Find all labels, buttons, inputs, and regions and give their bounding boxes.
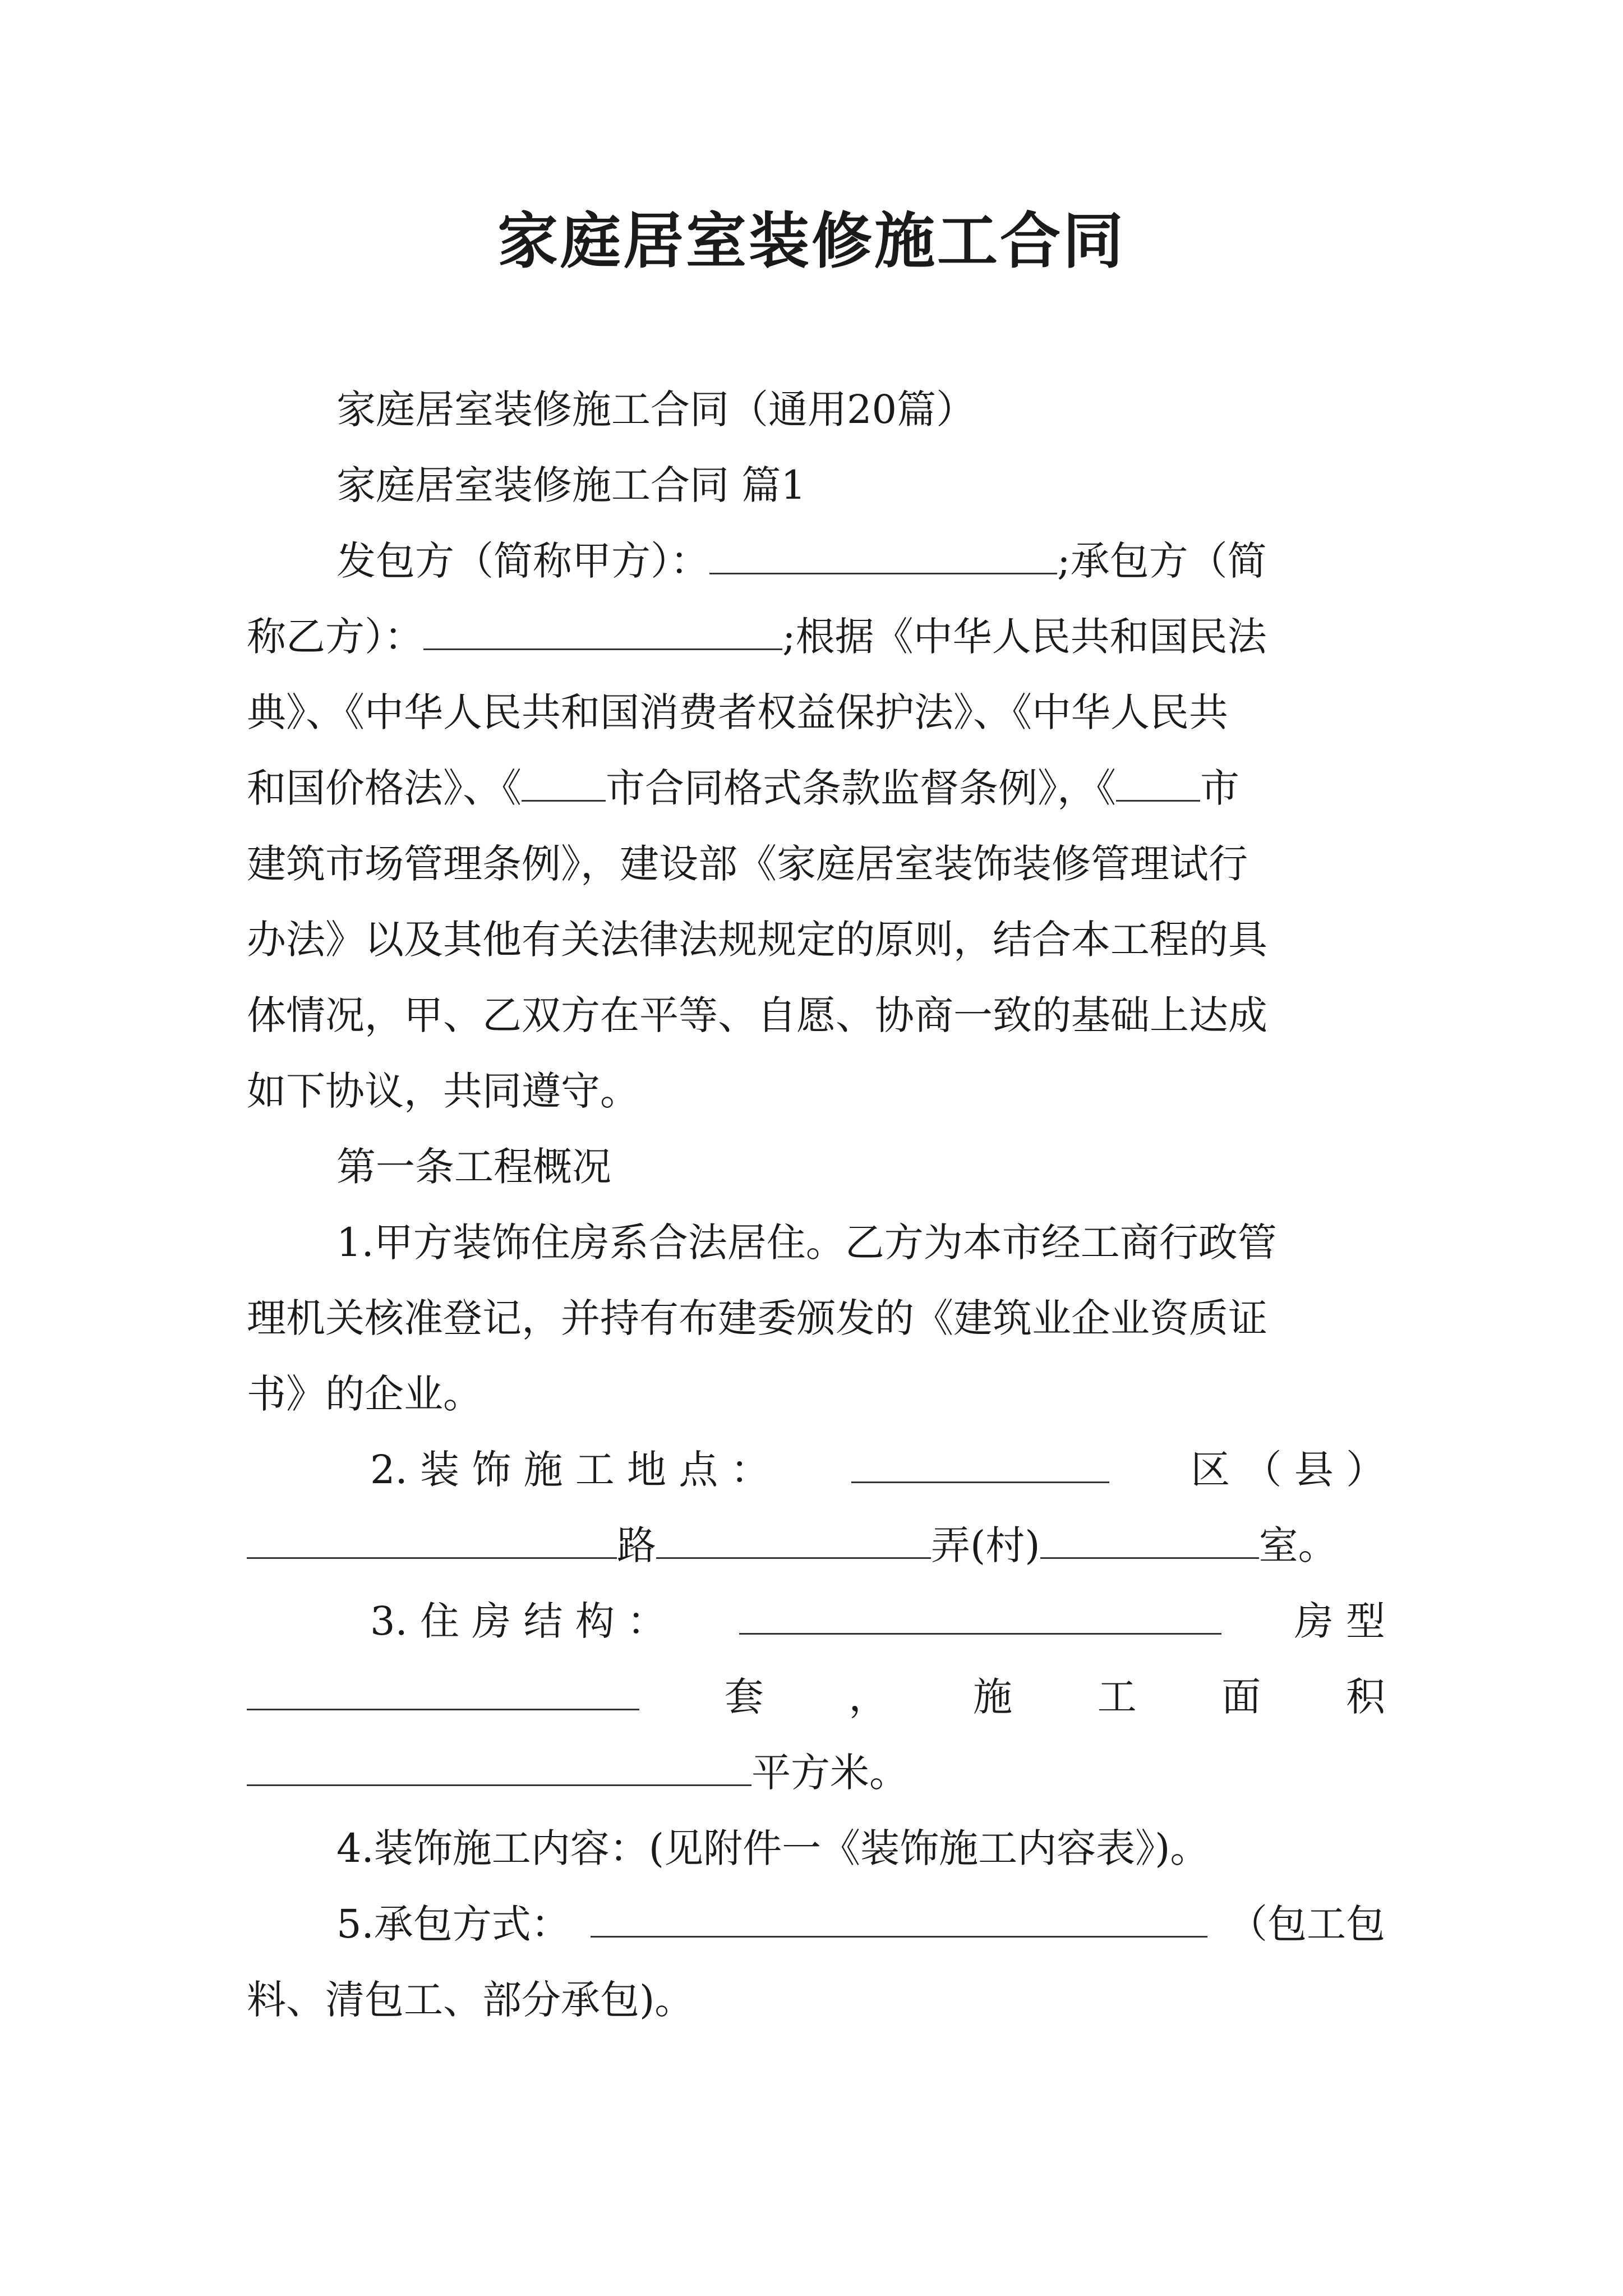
paragraph-line: 建筑市场管理条例》，建设部《家庭居室装饰装修管理试行	[247, 841, 1248, 887]
city-blank-2	[1116, 761, 1200, 802]
clause-line: 理机关核准登记，并持有布建委颁发的《建筑业企业资质证	[247, 1295, 1267, 1341]
room-type-label: 房 型	[1294, 1598, 1385, 1644]
comma: ，	[849, 1674, 888, 1720]
contract-type-options: （包工包	[1228, 1901, 1385, 1947]
subtitle-part-1: 家庭居室装修施工合同 篇1	[336, 462, 806, 508]
city-blank-1	[522, 761, 606, 802]
clause-line	[247, 1669, 1385, 1725]
road-blank	[247, 1518, 617, 1559]
party-b-label: ;承包方（简	[1057, 538, 1267, 584]
district-blank	[851, 1442, 1109, 1483]
contract-type-blank	[591, 1897, 1207, 1938]
room-type-blank	[247, 1669, 639, 1710]
clause-line	[370, 1442, 1385, 1498]
party-a-blank	[709, 533, 1057, 574]
clause-line	[247, 1745, 1385, 1801]
district-label: 区 （ 县 ）	[1191, 1447, 1385, 1493]
clause-line	[370, 1593, 1385, 1649]
address-label: 2. 装 饰 施 工 地 点 ：	[370, 1447, 770, 1493]
law-text: 市	[1200, 765, 1239, 811]
structure-blank	[739, 1594, 1221, 1635]
paragraph-line	[336, 533, 1385, 589]
party-b-blank	[423, 609, 782, 650]
room-label: 室。	[1258, 1522, 1338, 1568]
law-text: 市合同格式条款监督条例》，《	[606, 765, 1116, 811]
paragraph-line	[247, 609, 1385, 665]
party-a-label: 发包方（简称甲方）：	[336, 538, 709, 584]
paragraph-line: 办法》以及其他有关法律法规规定的原则，结合本工程的具	[247, 917, 1267, 963]
contract-type-label: 5.承包方式：	[336, 1901, 570, 1947]
clause-line	[336, 1896, 1385, 1952]
basis-text: ;根据《中华人民共和国民法	[782, 614, 1267, 660]
clause-line: 4.装饰施工内容：(见附件一《装饰施工内容表》)。	[336, 1825, 1210, 1871]
clause-line	[247, 1517, 1385, 1573]
document-title: 家庭居室装修施工合同	[497, 206, 1126, 277]
clause-line: 料、清包工、部分承包)。	[247, 1977, 694, 2023]
paragraph-line: 如下协议，共同遵守。	[247, 1068, 639, 1114]
subtitle-collection: 家庭居室装修施工合同（通用20篇）	[336, 386, 976, 432]
unit-label: 套	[724, 1674, 764, 1720]
area-label-char: 面	[1221, 1674, 1261, 1720]
area-unit: 平方米。	[751, 1750, 909, 1796]
area-blank	[247, 1745, 751, 1786]
paragraph-line: 体情况，甲、乙双方在平等、自愿、协商一致的基础上达成	[247, 992, 1267, 1038]
lane-label: 弄(村)	[931, 1522, 1040, 1568]
lane-blank	[656, 1518, 931, 1559]
paragraph-line: 典》、《中华人民共和国消费者权益保护法》、《中华人民共	[247, 689, 1228, 735]
area-label-char: 工	[1097, 1674, 1137, 1720]
area-label-char: 积	[1345, 1674, 1385, 1720]
section-heading: 第一条工程概况	[336, 1144, 611, 1190]
clause-line: 书》的企业。	[247, 1371, 482, 1417]
structure-label: 3. 住 房 结 构 ：	[370, 1598, 667, 1644]
road-label: 路	[617, 1522, 656, 1568]
clause-line: 1.甲方装饰住房系合法居住。乙方为本市经工商行政管	[336, 1220, 1277, 1266]
party-b-label-cont: 称乙方）：	[247, 614, 423, 660]
room-blank	[1040, 1518, 1259, 1559]
law-text: 和国价格法》、《	[247, 765, 522, 811]
paragraph-line	[247, 760, 1385, 816]
area-label-char: 施	[972, 1674, 1012, 1720]
